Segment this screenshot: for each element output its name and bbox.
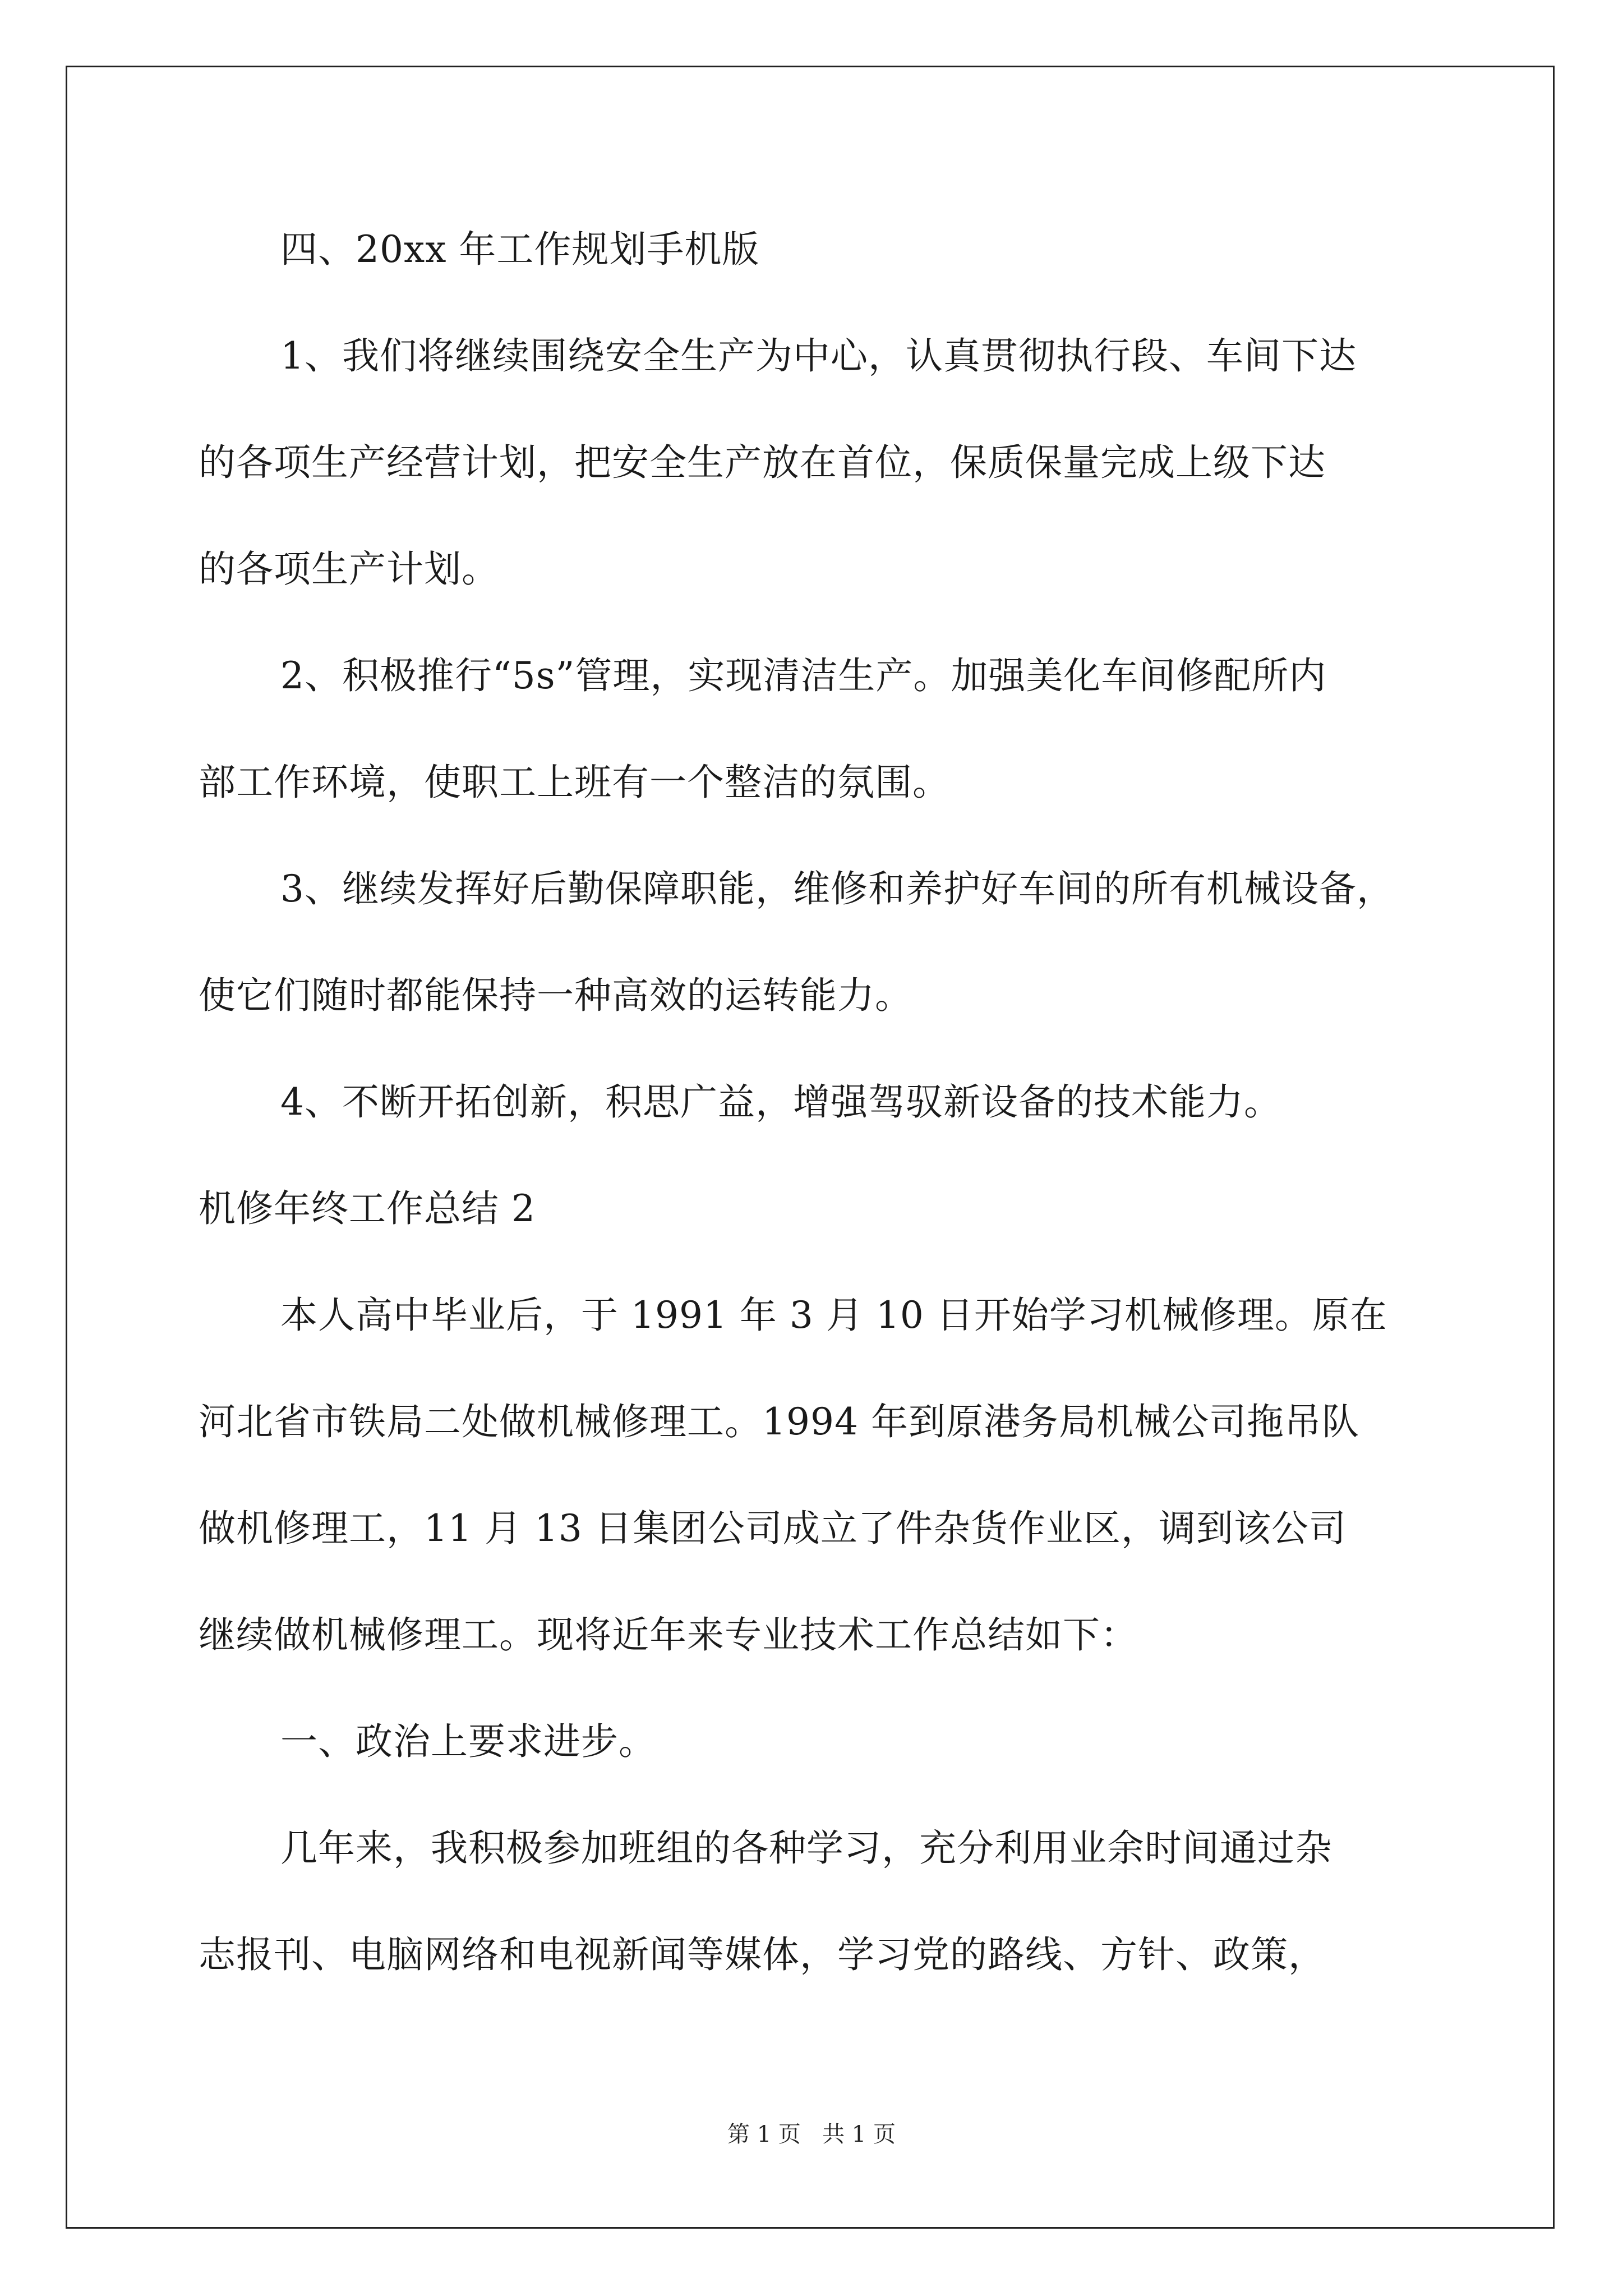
- paragraph-line: 做机修理工，11 月 13 日集团公司成立了件杂货作业区，调到该公司: [199, 1507, 1347, 1550]
- document-title: 机修年终工作总结 2: [199, 1187, 536, 1230]
- paragraph-line: 河北省市铁局二处做机械修理工。1994 年到原港务局机械公司拖吊队: [199, 1400, 1359, 1443]
- section-heading-plan: 四、20xx 年工作规划手机版: [280, 228, 760, 271]
- paragraph-line: 部工作环境，使职工上班有一个整洁的氛围。: [199, 761, 950, 804]
- section-heading-politics: 一、政治上要求进步。: [280, 1720, 656, 1763]
- paragraph-line: 2、积极推行“5s”管理，实现清洁生产。加强美化车间修配所内: [280, 654, 1327, 697]
- paragraph-line: 的各项生产计划。: [199, 547, 499, 591]
- paragraph-line: 的各项生产经营计划，把安全生产放在首位，保质保量完成上级下达: [199, 441, 1326, 484]
- page-footer: 第 1 页 共 1 页: [727, 2122, 896, 2147]
- paragraph-line: 4、不断开拓创新，积思广益，增强驾驭新设备的技术能力。: [280, 1080, 1281, 1124]
- paragraph-line: 本人高中毕业后，于 1991 年 3 月 10 日开始学习机械修理。原在: [280, 1294, 1387, 1337]
- paragraph-line: 1、我们将继续围绕安全生产为中心，认真贯彻执行段、车间下达: [280, 334, 1357, 378]
- paragraph-line: 志报刊、电脑网络和电视新闻等媒体，学习党的路线、方针、政策，: [199, 1933, 1326, 1976]
- paragraph-line: 使它们随时都能保持一种高效的运转能力。: [199, 974, 912, 1017]
- page-border: [66, 66, 1555, 2229]
- paragraph-line: 继续做机械修理工。现将近年来专业技术工作总结如下：: [199, 1613, 1138, 1657]
- paragraph-line: 几年来，我积极参加班组的各种学习，充分利用业余时间通过杂: [280, 1826, 1332, 1870]
- paragraph-line: 3、继续发挥好后勤保障职能，维修和养护好车间的所有机械设备，: [280, 867, 1394, 910]
